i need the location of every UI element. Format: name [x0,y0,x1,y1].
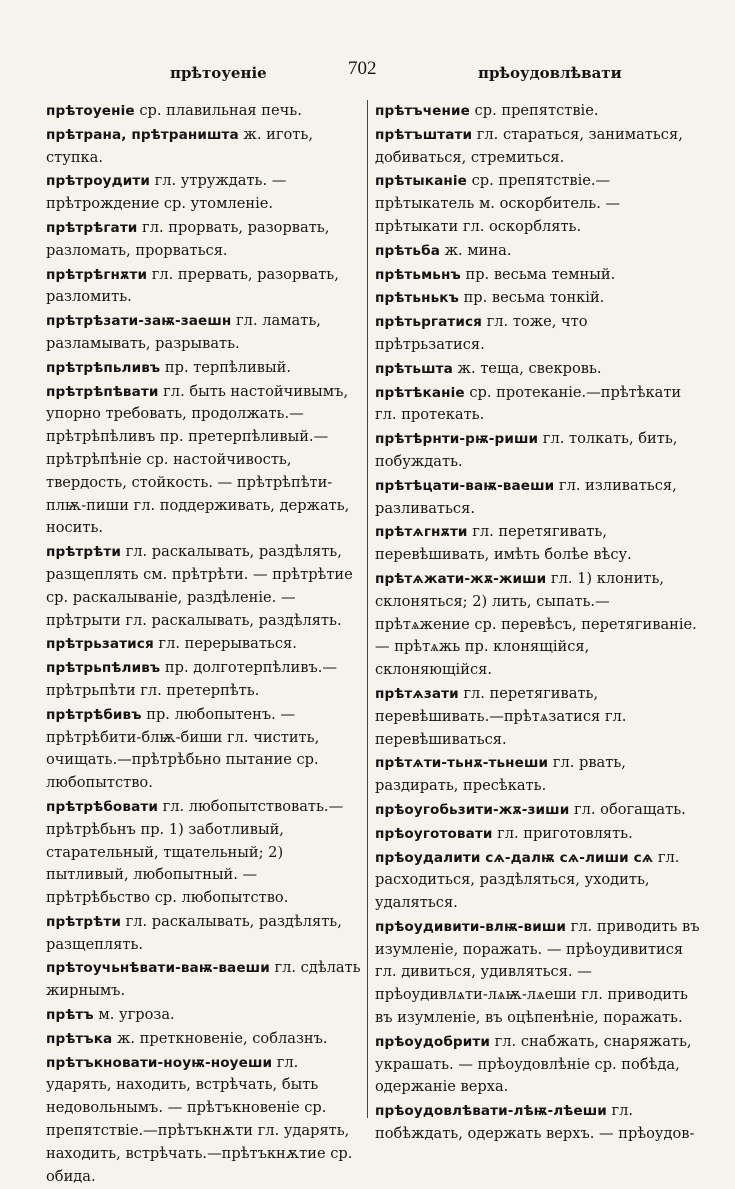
entry-definition: гл. раскалывать, раздѣлять, разщеплять см. прѣтрѣти. — прѣтрѣтие ср. раскалываніе, раздѣленіе. — прѣтрыти гл. раскалывать, раздѣлять. [46,543,353,629]
entry-definition: гл. раскалывать, раздѣлять, разщеплять. [46,912,342,953]
dictionary-entry [46,704,364,795]
entry-definition: гл. рвать, раздирать, пресѣкать. [375,754,626,795]
dictionary-entry [46,357,364,380]
entry-headword: прѣтыканіе [375,173,467,190]
entry-headword: прѣтѧзати [375,685,459,702]
dictionary-entry [375,683,700,751]
entry-headword: прѣоугобьзити-жѫ-зиши [375,801,570,818]
entry-definition: гл. расходиться, раздѣляться, уходить, удаляться. [375,848,680,912]
dictionary-entry [375,170,700,238]
entry-definition: гл. побѣждать, одержать верхъ. — прѣоудов- [375,1102,695,1143]
entry-definition: гл. приготовлять. [492,824,633,842]
dictionary-entry [375,287,700,310]
dictionary-entry [46,633,364,656]
entry-headword: прѣтранa, прѣтраништа [46,126,239,143]
page-header [0,58,735,84]
dictionary-entry [46,911,364,957]
entry-headword: прѣтьргатися [375,314,482,331]
entry-definition: гл. 1) клонить, склоняться; 2) лить, сыпать.—прѣтѧжение ср. перевѣсъ, перетягиваніе. — прѣтѧжь пр. клонящійся, склоняющійся. [375,569,697,679]
dictionary-entry [46,657,364,703]
entry-headword: прѣтоучьнѣвати-ваѭ-ваеши [46,960,270,977]
entry-headword: прѣоудобрити [375,1033,490,1050]
entry-headword: прѣтъчение [375,103,470,119]
entry-definition: гл. изливаться, разливаться. [375,476,677,517]
dictionary-entry [375,240,700,263]
entry-definition: ср. препятствіе. [469,102,599,119]
dictionary-entry [375,823,700,846]
dictionary-entry [375,1100,700,1146]
entry-headword: прѣтрѣгнѫти [46,266,148,283]
entry-headword: прѣтрѣти [46,544,121,561]
entry-headword: прѣтьнькъ [375,290,459,307]
dictionary-entry [46,1052,364,1189]
entry-definition: пр. любопытенъ. — прѣтрѣбити-блѭ-биши гл. чистить, очищать.—прѣтрѣбьно пытание ср. любопытство. [46,705,320,792]
entry-headword: прѣтрѣзати-заѭ-заешн [46,313,232,330]
dictionary-entry [375,568,700,682]
left-column [46,100,364,1189]
dictionary-entry [46,170,364,216]
dictionary-entry [46,381,364,541]
entry-headword: прѣтъштати [375,126,473,143]
entry-definition: пр. терпѣливый. [160,358,291,376]
dictionary-entry [375,916,700,1030]
entry-definition: ср. плавильная печь. [134,102,302,119]
entry-definition: гл. перетягивать, перевѣшивать, имѣть болѣе вѣсу. [375,523,632,564]
entry-definition: гл. прервать, разорвать, разломить. [46,265,339,306]
dictionary-entry [375,428,700,474]
entry-headword: прѣтрѣпьливъ [46,359,161,376]
entry-definition: гл. прорвать, разорвать, разломать, прорваться. [46,218,330,259]
dictionary-entry [375,799,700,822]
entry-definition: гл. толкать, бить, побуждать. [375,430,678,470]
entry-headword: прѣтроудити [46,173,150,190]
entry-definition: гл. тоже, что прѣтрьзатися. [375,313,588,353]
entry-headword: прѣтѣцати-ваѭ-ваеши [375,477,555,494]
entry-headword: прѣоудовлѣвати-лѣѭ-лѣеши [375,1103,607,1120]
entry-headword: прѣтрѣти [46,913,121,930]
entry-definition: гл. утруждать. — прѣтрождение ср. утомленіе. [46,172,287,213]
entry-headword: прѣтьба [375,242,440,259]
entry-headword: прѣоудалити сѧ-далѭ сѧ-лиши сѧ [375,849,654,866]
entry-definition: ж. теща, свекровь. [452,359,602,377]
entry-definition: ср. препятствіе.—прѣтыкатель м. оскорбитель. — прѣтыкати гл. оскорблять. [375,172,621,235]
dictionary-entry [46,124,364,170]
entry-headword: прѣтьшта [375,360,453,377]
dictionary-entry [46,796,364,910]
entry-headword: прѣтрѣбовати [46,798,158,815]
page-number: 702 [348,58,377,79]
entry-definition: гл. ламать, разламывать, разрывать. [46,312,321,352]
entry-definition: гл. ударять, находить, встрѣчать, быть недовольнымъ. — прѣтъкновеніе ср. препятствіе.—прѣтъкнѫти гл. ударять, находить, встрѣчать.—прѣтъкнѫтие ср. обида. [46,1053,353,1185]
entry-headword: прѣтьмьнъ [375,266,461,283]
dictionary-entry [375,358,700,381]
dictionary-entry [375,311,700,357]
entry-definition: ср. протеканіе.—прѣтѣкати гл. протекать. [375,383,682,424]
entry-definition: м. угроза. [93,1006,175,1024]
right-column [375,100,700,1147]
dictionary-entry [46,957,364,1003]
entry-definition: гл. быть настойчивымъ, упорно требовать, продолжать.—прѣтрѣпѣливъ пр. претерпѣливый.—прѣтрѣпѣніе ср. настойчивость, твердость, стойкость. — прѣтрѣпѣти-плѭ-пиши гл. поддерживать, держать, носить. [46,382,350,537]
entry-headword: прѣтъка [46,1030,113,1047]
entry-definition: гл. приводить въ изумленіе, поражать. — прѣоудивитися гл. дивиться, удивляться. — прѣоудивлѧти-лѧѭ-лѧеши гл. приводить въ изумленіе, въ оцѣпенѣніе, поражать. [375,917,700,1027]
entry-definition: ж. иготь, ступка. [46,125,313,166]
entry-headword: прѣтѧгнѫти [375,524,468,541]
dictionary-entry [375,475,700,521]
dictionary-entry [46,264,364,310]
dictionary-entry [375,752,700,798]
entry-definition: гл. обогащать. [569,800,686,818]
entry-definition: гл. перерываться. [153,635,297,653]
dictionary-entry [46,100,364,123]
entry-headword: прѣтѧжати-жѫ-жиши [375,570,547,587]
dictionary-entry [375,100,700,123]
dictionary-entry [375,847,700,915]
entry-definition: гл. любопытствовать.—прѣтрѣбьнъ пр. 1) заботливый, старательный, тщательный; 2) пытливый, любопытный. — прѣтрѣбьство ср. любопытство. [46,797,344,907]
dictionary-entry [46,310,364,356]
running-head-left: прѣтоуеніе [170,64,267,82]
entry-definition: гл. снабжать, снаряжать, украшать. — прѣоудовлѣніе ср. побѣда, одержаніе верха. [375,1032,692,1096]
entry-headword: прѣтоуеніе [46,103,135,119]
dictionary-entry [46,217,364,263]
column-divider [367,100,368,1118]
dictionary-entry [375,521,700,567]
entry-headword: прѣоуготовати [375,825,493,842]
entry-definition: гл. стараться, заниматься, добиваться, стремиться. [375,125,683,166]
entry-headword: прѣтрьзатися [46,636,154,653]
entry-definition: пр. весьма темный. [460,265,616,283]
dictionary-entry [375,382,700,428]
entry-headword: прѣтрѣпѣвати [46,383,159,400]
dictionary-entry [46,541,364,632]
entry-headword: прѣтрьпѣливъ [46,660,161,677]
entry-definition: пр. долготерпѣливъ.—прѣтрьпѣти гл. претерпѣть. [46,659,338,699]
dictionary-entry [46,1028,364,1051]
entry-headword: прѣтрѣбивъ [46,706,142,723]
entry-headword: прѣоудивити-влѭ-виши [375,918,566,935]
entry-headword: прѣтѣрнти-рѭ-риши [375,431,539,448]
dictionary-entry [46,1004,364,1027]
entry-headword: прѣтѣканіе [375,384,465,401]
entry-definition: пр. весьма тонкій. [458,289,605,307]
dictionary-entry [375,124,700,170]
entry-definition: ж. преткновеніе, соблазнъ. [112,1029,328,1047]
entry-headword: прѣтѧти-тьнѫ-тьнеши [375,755,549,772]
entry-headword: прѣтрѣгати [46,219,138,236]
entry-headword: прѣтъ [46,1007,94,1024]
dictionary-entry [375,1031,700,1099]
running-head-right: прѣоудовлѣвати [478,64,622,82]
entry-definition: гл. сдѣлать жирнымъ. [46,959,361,1000]
entry-definition: ж. мина. [439,241,512,259]
dictionary-entry [375,264,700,287]
entry-headword: прѣтъкновати-ноуѭ-ноуеши [46,1054,273,1071]
entry-definition: гл. перетягивать, перевѣшивать.—прѣтѧзатися гл. перевѣшиваться. [375,684,627,748]
